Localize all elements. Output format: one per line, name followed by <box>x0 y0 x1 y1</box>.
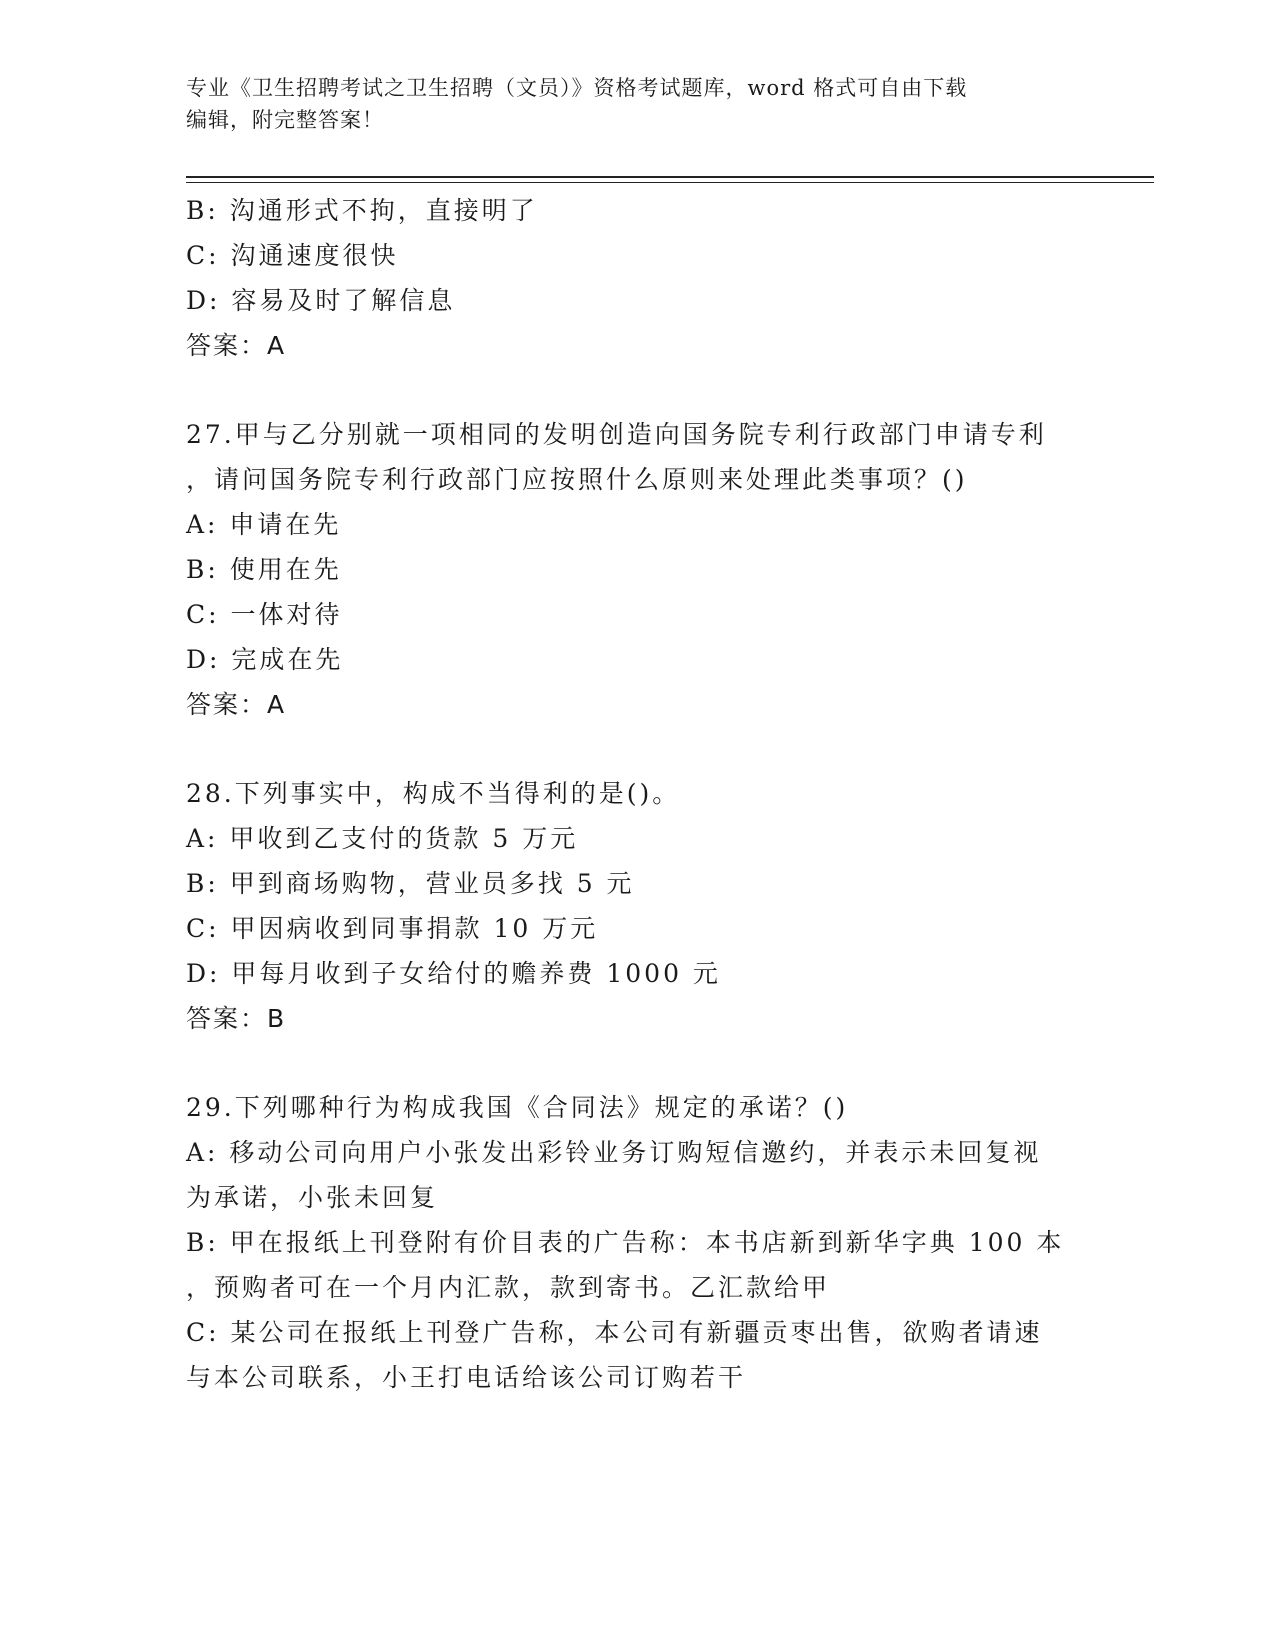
q29-option-c-line-1: C: 某公司在报纸上刊登广告称，本公司有新疆贡枣出售，欲购者请速 <box>186 1318 1043 1347</box>
q27-option-d: D: 完成在先 <box>186 645 344 674</box>
header-rule-thick <box>186 176 1154 178</box>
q27-answer: 答案：A <box>186 690 287 719</box>
q26-option-c: C: 沟通速度很快 <box>186 241 399 270</box>
q27-stem-line-2: ，请问国务院专利行政部门应按照什么原则来处理此类事项？() <box>186 465 968 494</box>
q28-option-c: C: 甲因病收到同事捐款 10 万元 <box>186 914 599 943</box>
q29-option-a-line-1: A: 移动公司向用户小张发出彩铃业务订购短信邀约，并表示未回复视 <box>186 1138 1042 1167</box>
q28-option-b: B: 甲到商场购物，营业员多找 5 元 <box>186 869 635 898</box>
q28-option-d: D: 甲每月收到子女给付的赡养费 1000 元 <box>186 959 721 988</box>
question-29 <box>186 1085 1076 1400</box>
q29-option-a-line-2: 为承诺，小张未回复 <box>186 1183 439 1212</box>
question-26 <box>186 188 1076 368</box>
header-line-2: 编辑，附完整答案！ <box>186 108 384 132</box>
spacer <box>186 727 1076 771</box>
q27-stem-line-1: 27.甲与乙分别就一项相同的发明创造向国务院专利行政部门申请专利 <box>186 420 1047 449</box>
spacer <box>186 1041 1076 1085</box>
question-28 <box>186 771 1076 1041</box>
q27-option-b: B: 使用在先 <box>186 555 342 584</box>
header-line-1: 专业《卫生招聘考试之卫生招聘（文员）》资格考试题库，word 格式可自由下载 <box>186 76 968 100</box>
q26-option-d: D: 容易及时了解信息 <box>186 286 456 315</box>
q27-option-c: C: 一体对待 <box>186 600 343 629</box>
q28-stem: 28.下列事实中，构成不当得利的是()。 <box>186 779 681 808</box>
q29-option-c-line-2: 与本公司联系，小王打电话给该公司订购若干 <box>186 1363 747 1392</box>
q29-stem: 29.下列哪种行为构成我国《合同法》规定的承诺？() <box>186 1093 849 1122</box>
q29-option-b-line-2: ，预购者可在一个月内汇款，款到寄书。乙汇款给甲 <box>186 1273 831 1302</box>
header-rule-thin <box>186 182 1154 183</box>
q26-answer: 答案：A <box>186 331 287 360</box>
q29-option-b-line-1: B: 甲在报纸上刊登附有价目表的广告称：本书店新到新华字典 100 本 <box>186 1228 1065 1257</box>
q26-option-b: B: 沟通形式不拘，直接明了 <box>186 196 538 225</box>
question-content <box>186 188 1076 1400</box>
q27-option-a: A: 申请在先 <box>186 510 342 539</box>
q28-answer: 答案：B <box>186 1004 287 1033</box>
question-27 <box>186 412 1076 727</box>
spacer <box>186 368 1076 412</box>
q28-option-a: A: 甲收到乙支付的货款 5 万元 <box>186 824 579 853</box>
document-header <box>186 72 1066 136</box>
